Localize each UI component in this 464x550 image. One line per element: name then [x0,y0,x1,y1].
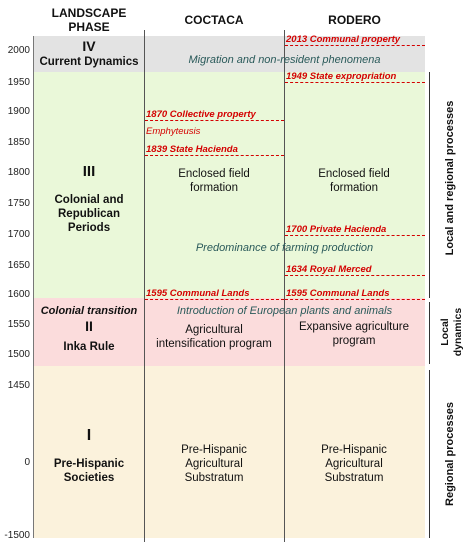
header-rodero: RODERO [328,13,381,27]
phase-iii-numeral: III [82,163,96,180]
y-tick: 1550 [7,319,30,330]
phase-i-name: Pre-Hispanic Societies [53,458,125,484]
phase-iv-numeral: IV [82,38,96,54]
header-coctaca: COCTACA [184,13,244,27]
event-1634-royal-merced: 1634 Royal Merced [286,264,372,275]
rodero-substratum: Pre-Hispanic Agricultural Substratum [321,444,387,484]
bracket-regional [429,370,430,538]
coctaca-substratum: Pre-Hispanic Agricultural Substratum [181,444,247,484]
y-tick: 0 [24,457,30,468]
y-tick: 1500 [7,349,30,360]
header-landscape-phase: LANDSCAPE PHASE [51,6,127,34]
event-1870-collective-property: 1870 Collective property [146,109,256,120]
bracket-local-regional [429,72,430,298]
phase-iii-name: Colonial and Republican Periods [54,194,124,234]
colonial-transition-label: Colonial transition [40,305,138,317]
column-divider-1 [144,30,145,542]
farming-production-label: Predominance of farming production [195,242,374,254]
y-tick: 1700 [7,229,30,240]
y-tick: 1650 [7,260,30,271]
y-tick: 2000 [7,45,30,56]
event-1870-line [145,120,284,121]
phase-iv-name: Current Dynamics [39,56,139,68]
y-tick: 1600 [7,289,30,300]
y-tick: 1900 [7,106,30,117]
coctaca-intensification: Agricultural intensification program [156,324,272,350]
y-tick: 1850 [7,137,30,148]
european-introduction-label: Introduction of European plants and animals [176,305,393,317]
coctaca-enclosed-field: Enclosed field formation [178,168,250,194]
event-1595-coctaca-line [145,299,284,300]
phase-i-numeral: I [86,427,92,444]
event-emphyteusis: Emphyteusis [146,126,201,137]
side-label-local-regional: Local and regional processes [444,100,456,256]
y-tick: -1500 [4,530,30,541]
side-label-regional: Regional processes [444,402,456,506]
event-1634-line [285,275,425,276]
column-divider-2 [284,30,285,542]
y-tick: 1450 [7,380,30,391]
rodero-expansive: Expansive agriculture program [299,321,409,347]
event-1595-communal-lands-coctaca: 1595 Communal Lands [146,288,250,299]
phase-ii-numeral: II [85,318,93,334]
event-1700-private-hacienda: 1700 Private Hacienda [286,224,387,235]
y-tick: 1750 [7,198,30,209]
y-axis-line [33,36,34,538]
event-1700-line [285,235,425,236]
event-1949-line [285,82,425,83]
rodero-enclosed-field: Enclosed field formation [318,168,390,194]
y-tick: 1800 [7,167,30,178]
event-1839-line [145,155,284,156]
event-2013-line [285,45,425,46]
event-1595-rodero-line [285,299,425,300]
y-tick: 1950 [7,77,30,88]
phase-ii-name: Inka Rule [63,341,115,353]
event-2013-communal-property: 2013 Communal property [286,34,401,45]
event-1949-state-expropriation: 1949 State expropriation [286,71,397,82]
event-1595-communal-lands-rodero: 1595 Communal Lands [286,288,390,299]
event-1839-state-hacienda: 1839 State Hacienda [146,144,238,155]
bracket-local-dynamics [429,302,430,364]
side-label-local-dynamics: Local dynamics [439,307,464,357]
migration-phenomena-label: Migration and non-resident phenomena [188,54,381,66]
